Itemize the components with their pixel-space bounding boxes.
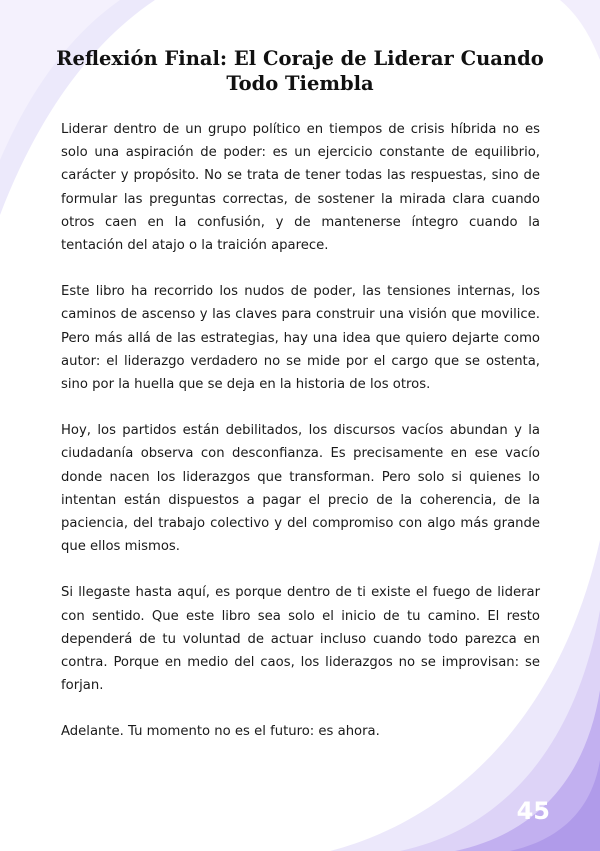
paragraph: Este libro ha recorrido los nudos de poder, las tensiones internas, los caminos de ascenso y las claves para construir una visión que movilice. Pero más allá de las estrategias, hay una idea que quiero dejarte como autor: el liderazgo verdadero no se mide por el cargo que se ostenta, sino por la huella que se deja en la historia de los otros. xyxy=(61,284,540,393)
closing-line: Adelante. Tu momento no es el futuro: es ahora. xyxy=(61,724,380,740)
page-number: 45 xyxy=(516,797,550,825)
page-title: Reflexión Final: El Coraje de Liderar Cuando Todo Tiembla xyxy=(56,47,544,95)
body-text xyxy=(61,118,540,767)
paragraph: Hoy, los partidos están debilitados, los discursos vacíos abundan y la ciudadanía observa con desconfianza. Es precisamente en ese vacío donde nacen los liderazgos que transforman. Pero solo si quienes lo intentan están dispuestos a pagar el precio de la coherencia, de la paciencia, del trabajo colectivo y del compromiso con algo más grande que ellos mismos. xyxy=(61,423,540,555)
paragraph: Liderar dentro de un grupo político en tiempos de crisis híbrida no es solo una aspiración de poder: es un ejercicio constante de equilibrio, carácter y propósito. No se trata de tener todas las respuestas, sino de formular las preguntas correctas, de sostener la mirada clara cuando otros caen en la confusión, y de mantenerse íntegro cuando la tentación del atajo o la traición aparece. xyxy=(61,122,540,254)
paragraph: Si llegaste hasta aquí, es porque dentro de ti existe el fuego de liderar con sentido. Que este libro sea solo el inicio de tu camino. El resto dependerá de tu voluntad de actuar incluso cuando todo parezca en contra. Porque en medio del caos, los liderazgos no se improvisan: se forjan. xyxy=(61,585,540,694)
